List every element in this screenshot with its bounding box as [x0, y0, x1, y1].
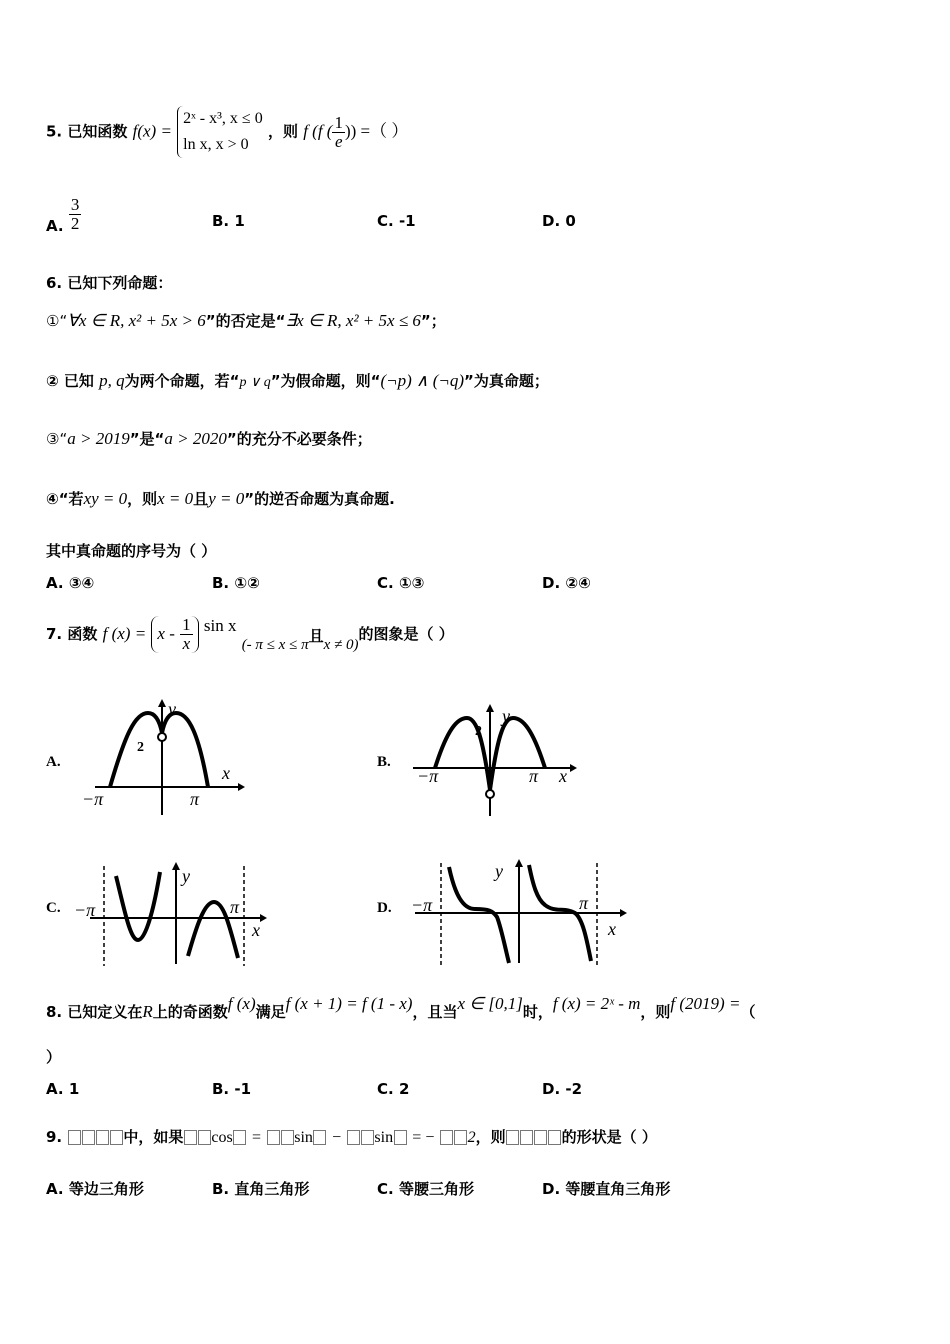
- q9-option-d-value: 等腰直角三角形: [565, 1180, 671, 1198]
- q8-def: f (x) = 2ˣ - m: [552, 994, 641, 1013]
- q5-option-b-value: 1: [234, 212, 245, 230]
- label-two: 2: [137, 740, 144, 755]
- label-neg-pi: −π: [411, 895, 433, 915]
- q8-paren: （: [740, 1003, 756, 1021]
- q8-close-line: [46, 1046, 61, 1067]
- label-neg-pi: −π: [417, 766, 439, 786]
- q7-graph-d[interactable]: [405, 855, 635, 970]
- y-axis-arrow: [515, 859, 523, 867]
- q9-missing-glyph-7: [393, 1128, 407, 1146]
- q9-sin2: sin: [374, 1129, 394, 1146]
- q5-prefix: 已知函数: [67, 122, 128, 141]
- question-5: [46, 106, 408, 158]
- q9-suffix: 的形状是（ ）: [561, 1128, 657, 1146]
- q7-fx: f (x) =: [102, 624, 147, 643]
- q9-missing-glyphs-8: [440, 1128, 468, 1146]
- q5-option-c[interactable]: [377, 212, 416, 230]
- q5-option-a-label: A.: [46, 217, 64, 235]
- q8-time: 时，: [522, 1003, 553, 1021]
- q8-prefix: 已知定义在: [67, 1003, 143, 1021]
- q5-frac-den: e: [334, 131, 343, 151]
- q6-option-d-value: ②④: [565, 574, 591, 592]
- q5-option-a-num: 3: [70, 195, 80, 214]
- q7-number: 7.: [46, 625, 63, 643]
- q6-s3-mid: ”是“: [129, 430, 165, 448]
- question-6-stem: [46, 272, 172, 293]
- q6-s1-end: ”；: [420, 312, 446, 330]
- q7-domain-and: 且: [308, 627, 324, 645]
- q6-s2-mark: ② 已知: [46, 372, 94, 390]
- q5-fraction: [332, 114, 345, 151]
- q5-option-b[interactable]: [212, 212, 245, 230]
- x-axis-arrow: [620, 909, 627, 917]
- label-y: y: [502, 706, 510, 726]
- q8-option-a-label: A.: [46, 1080, 64, 1098]
- q5-piece-2: ln x, x > 0: [183, 136, 249, 153]
- q5-fx: f(x) =: [132, 121, 172, 141]
- label-pi: π: [579, 893, 589, 913]
- q8-satisfy: 满足: [255, 1003, 286, 1021]
- q9-option-b-value: 直角三角形: [234, 1180, 310, 1198]
- q9-cos: cos: [211, 1129, 233, 1146]
- q7-paren-left: x -: [157, 624, 175, 643]
- label-x: x: [252, 920, 260, 940]
- q6-s4-end: ”的逆否命题为真命题.: [244, 490, 395, 508]
- q7-sin: sin x: [203, 616, 237, 635]
- q5-options: [46, 186, 906, 236]
- q7-domain-end: x ≠ 0): [323, 637, 359, 653]
- label-y: y: [168, 699, 176, 719]
- q9-missing-glyphs-6: [346, 1128, 374, 1146]
- q9-option-d-label: D.: [542, 1180, 561, 1198]
- q7-option-d-label[interactable]: D.: [377, 900, 392, 916]
- q7-paren-group: [151, 616, 198, 653]
- q6-s4-mark: ④“若: [46, 490, 84, 508]
- q7-frac-num: 1: [182, 615, 191, 634]
- q9-option-a[interactable]: [46, 1178, 144, 1199]
- q6-s1-mid: ”的否定是“: [205, 312, 286, 330]
- curve-c-left: [116, 872, 160, 940]
- q8-number: 8.: [46, 1003, 63, 1021]
- q6-option-c[interactable]: [377, 574, 424, 592]
- q9-option-c-value: 等腰三角形: [398, 1180, 474, 1198]
- q9-missing-glyph-5: [313, 1128, 327, 1146]
- q6-option-c-label: C.: [377, 574, 394, 592]
- q9-then: ，则: [475, 1128, 506, 1146]
- q6-statement-1: [46, 310, 446, 331]
- q5-option-a[interactable]: [46, 195, 81, 245]
- q8-option-c-value: 2: [398, 1080, 410, 1098]
- label-two: 2: [475, 724, 482, 739]
- q8-R: R: [142, 1002, 153, 1021]
- q6-option-a[interactable]: [46, 574, 94, 592]
- question-9: [46, 1126, 657, 1147]
- q8-options: [46, 1080, 906, 1102]
- q5-option-d-label: D.: [542, 212, 561, 230]
- q6-s2-mid2: ”为假命题，则“: [270, 372, 381, 390]
- x-axis-arrow: [238, 783, 245, 791]
- question-8: [46, 994, 916, 1022]
- q5-piecewise: [177, 106, 263, 158]
- q8-option-c[interactable]: [377, 1080, 409, 1098]
- q6-statement-4: [46, 488, 395, 509]
- label-pi: π: [529, 766, 539, 786]
- q7-fraction: [180, 616, 193, 653]
- q6-s2-or: p ∨ q: [239, 375, 271, 390]
- q6-option-b-label: B.: [212, 574, 230, 592]
- q5-expr-left: f (f (: [303, 121, 333, 141]
- q9-mid1: 中，如果: [123, 1128, 184, 1146]
- q7-domain: (- π ≤ x ≤ π: [241, 637, 309, 653]
- q9-missing-glyphs-9: [506, 1128, 562, 1146]
- q7-option-c-label[interactable]: C.: [46, 900, 61, 916]
- q5-option-d-value: 0: [565, 212, 576, 230]
- hole-a: [158, 733, 166, 741]
- q6-s4-c: y = 0: [208, 489, 245, 508]
- q9-option-c[interactable]: [377, 1178, 474, 1199]
- q9-missing-glyphs-2: [183, 1128, 211, 1146]
- q9-option-b-label: B.: [212, 1180, 230, 1198]
- q7-option-a-label[interactable]: A.: [46, 754, 61, 770]
- q6-s2-mid1: 为两个命题，若“: [124, 372, 240, 390]
- x-axis-arrow: [570, 764, 577, 772]
- q7-option-b-label[interactable]: B.: [377, 754, 391, 770]
- q6-option-d-label: D.: [542, 574, 561, 592]
- q8-option-d-value: -2: [565, 1080, 583, 1098]
- q6-s2-and: (¬p) ∧ (¬q): [380, 371, 465, 390]
- y-axis-arrow: [486, 704, 494, 712]
- q6-s1-mark: ①“: [46, 312, 68, 330]
- q5-piece-1: 2ˣ - x³, x ≤ 0: [183, 110, 263, 127]
- q8-option-b[interactable]: [212, 1080, 251, 1098]
- q9-number: 9.: [46, 1128, 63, 1146]
- q8-interval: x ∈ [0,1]: [457, 994, 523, 1013]
- q9-missing-glyph-3: [233, 1128, 247, 1146]
- q6-statement-3: [46, 428, 372, 449]
- q5-option-d[interactable]: [542, 212, 576, 230]
- label-neg-pi: −π: [82, 789, 104, 809]
- question-7: [46, 616, 454, 654]
- q5-frac-num: 1: [334, 112, 343, 132]
- q8-fx: f (x): [227, 994, 256, 1013]
- q7-suffix: 的图象是（ ）: [358, 625, 454, 643]
- q6-ask: [46, 540, 216, 561]
- q5-option-a-den: 2: [70, 214, 80, 233]
- q6-number: 6.: [46, 274, 63, 292]
- q5-option-c-label: C.: [377, 212, 394, 230]
- q7-frac-den: x: [182, 634, 191, 653]
- q8-odd: 上的奇函数: [152, 1003, 228, 1021]
- q9-missing-glyphs-1: [67, 1128, 123, 1146]
- curve-a: [110, 713, 208, 787]
- q6-option-a-value: ③④: [68, 574, 95, 592]
- q7-graph-b[interactable]: [405, 700, 580, 820]
- q6-s3-end: ”的充分不必要条件；: [226, 430, 372, 448]
- q9-options: [46, 1178, 906, 1200]
- q6-option-a-label: A.: [46, 574, 64, 592]
- q8-option-c-label: C.: [377, 1080, 394, 1098]
- q6-s4-b: x = 0: [157, 489, 194, 508]
- q6-s4-a: xy = 0: [83, 489, 128, 508]
- q8-option-b-label: B.: [212, 1080, 230, 1098]
- q5-then: ，则: [267, 122, 298, 141]
- q6-s1-a: ∀x ∈ R, x² + 5x > 6: [67, 311, 206, 330]
- curve-d-left: [449, 867, 509, 963]
- x-axis-arrow: [260, 914, 267, 922]
- q8-target: f (2019) =: [670, 994, 741, 1013]
- q9-sin1: sin: [294, 1129, 313, 1146]
- q6-option-b[interactable]: [212, 574, 260, 592]
- q6-statement-2: [46, 370, 549, 391]
- q6-options: [46, 574, 906, 596]
- hole-b: [486, 790, 494, 798]
- q8-when: ，且当: [412, 1003, 458, 1021]
- label-pi: π: [230, 897, 240, 917]
- q5-number: 5.: [46, 122, 63, 141]
- label-x: x: [559, 766, 567, 786]
- y-axis-arrow: [172, 862, 180, 870]
- q7-graph-c[interactable]: [72, 858, 272, 970]
- label-neg-pi: −π: [74, 900, 96, 920]
- label-x: x: [608, 919, 616, 939]
- q9-two: 2: [467, 1129, 476, 1146]
- q6-s3-mark: ③“: [46, 430, 68, 448]
- q8-option-a-value: 1: [68, 1080, 80, 1098]
- q5-expr-right: )) =（ ）: [344, 121, 409, 141]
- q6-option-b-value: ①②: [234, 574, 260, 592]
- label-y: y: [495, 861, 503, 881]
- q9-option-a-value: 等边三角形: [68, 1180, 144, 1198]
- q9-option-c-label: C.: [377, 1180, 394, 1198]
- q9-option-a-label: A.: [46, 1180, 64, 1198]
- q8-option-b-value: -1: [234, 1080, 252, 1098]
- q7-graph-a[interactable]: [80, 695, 245, 820]
- q9-option-d[interactable]: [542, 1178, 670, 1199]
- q8-option-d[interactable]: [542, 1080, 582, 1098]
- q6-s2-pq: p, q: [99, 371, 125, 390]
- q9-minus: −: [332, 1129, 342, 1146]
- q6-s1-b: ∃x ∈ R, x² + 5x ≤ 6: [285, 311, 421, 330]
- q6-option-c-value: ①③: [398, 574, 425, 592]
- q9-eq: =: [251, 1129, 261, 1146]
- q6-stem: 已知下列命题：: [67, 274, 173, 292]
- q8-then: ，则: [640, 1003, 671, 1021]
- label-x: x: [222, 763, 230, 783]
- q6-s4-mid2: 且: [193, 490, 209, 508]
- q6-s3-a: a > 2019: [67, 429, 130, 448]
- q6-ask-text: 其中真命题的序号为（ ）: [46, 542, 217, 560]
- q6-s4-mid1: ，则: [127, 490, 158, 508]
- q6-s2-end: ”为真命题；: [464, 372, 549, 390]
- q5-option-b-label: B.: [212, 212, 230, 230]
- q8-close: ）: [46, 1048, 62, 1066]
- label-y: y: [182, 866, 190, 886]
- q6-option-d[interactable]: [542, 574, 591, 592]
- q8-eq: f (x + 1) = f (1 - x): [285, 994, 413, 1013]
- q8-option-d-label: D.: [542, 1080, 561, 1098]
- label-pi: π: [190, 789, 200, 809]
- q9-missing-glyphs-4: [266, 1128, 294, 1146]
- y-axis-arrow: [158, 699, 166, 707]
- q9-option-b[interactable]: [212, 1178, 309, 1199]
- q5-option-a-frac: [69, 196, 82, 233]
- q6-s3-b: a > 2020: [164, 429, 227, 448]
- q8-option-a[interactable]: [46, 1080, 79, 1098]
- q5-option-c-value: -1: [398, 212, 416, 230]
- q9-eq2: = −: [412, 1129, 435, 1146]
- q7-prefix: 函数: [67, 625, 98, 643]
